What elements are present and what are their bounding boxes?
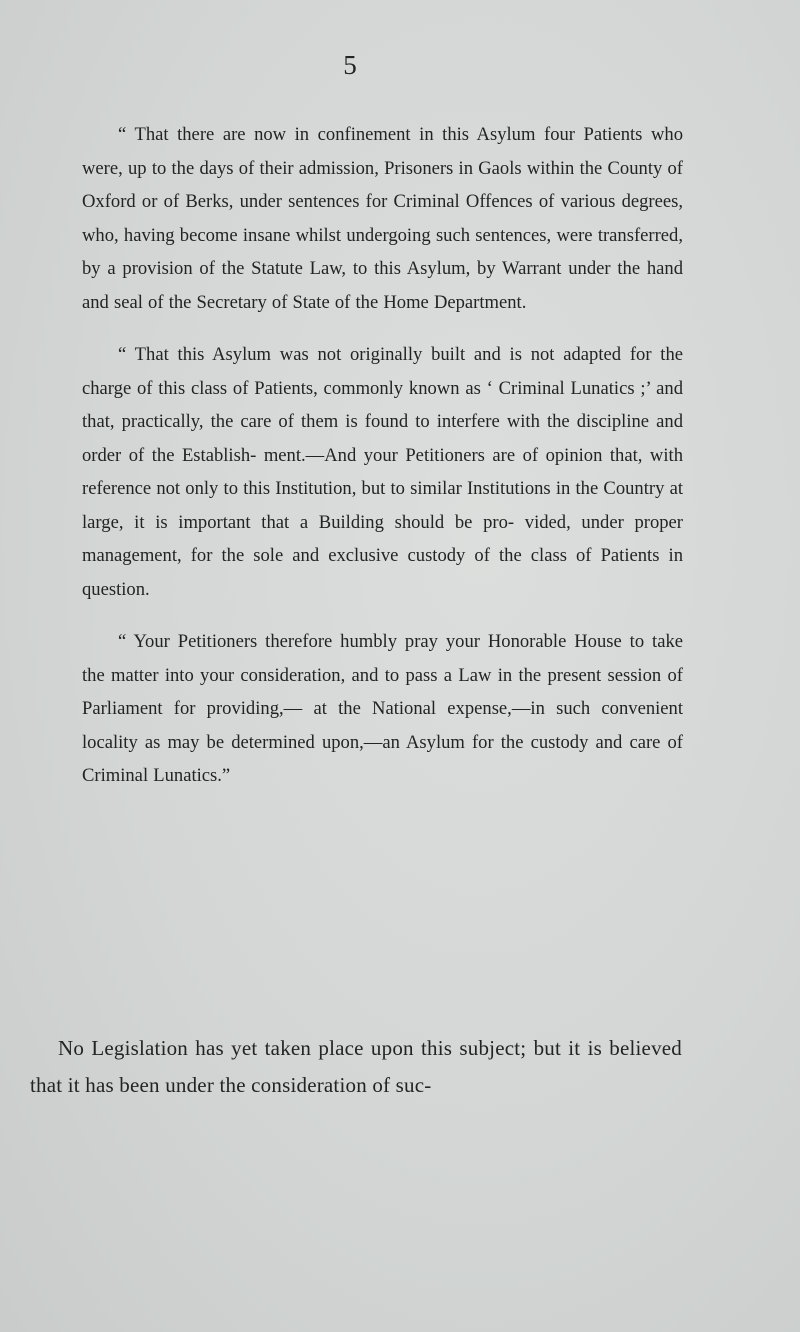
page-number: 5: [343, 50, 357, 80]
petition-quote: [82, 118, 683, 793]
closing-paragraph: No Legislation has yet taken place upon this subject; but it is believed that it has been under the consideration of suc-: [30, 1036, 682, 1097]
paragraph-1: “ That there are now in confinement in this Asylum four Patients who were, up to the days of their admission, Prisoners in Gaols within the County of Oxford or of Berks, under sentences for Criminal Offences of various degrees, who, having become insane whilst undergoing such sentences, were transferred, by a provision of the Statute Law, to this Asylum, by Warrant under the hand and seal of the Secretary of State of the Home Department.: [82, 124, 683, 313]
paragraph-3: “ Your Petitioners therefore humbly pray your Honorable House to take the matter into your consideration, and to pass a Law in the present session of Parliament for providing,— at the National expense,—in such convenient locality as may be determined upon,—an Asylum for the custody and care of Criminal Lunatics.”: [82, 631, 683, 786]
paragraph-2: “ That this Asylum was not originally built and is not adapted for the charge of this class of Patients, commonly known as ‘ Criminal Lunatics ;’ and that, practically, the care of them is found to interfere with the discipline and order of the Establish- ment.—And your Petitioners are of opinion that, with reference not only to this Institution, but to similar Institutions in the Country at large, it is important that a Building should be pro- vided, under proper management, for the sole and exclusive custody of the class of Patients in question.: [82, 344, 683, 600]
